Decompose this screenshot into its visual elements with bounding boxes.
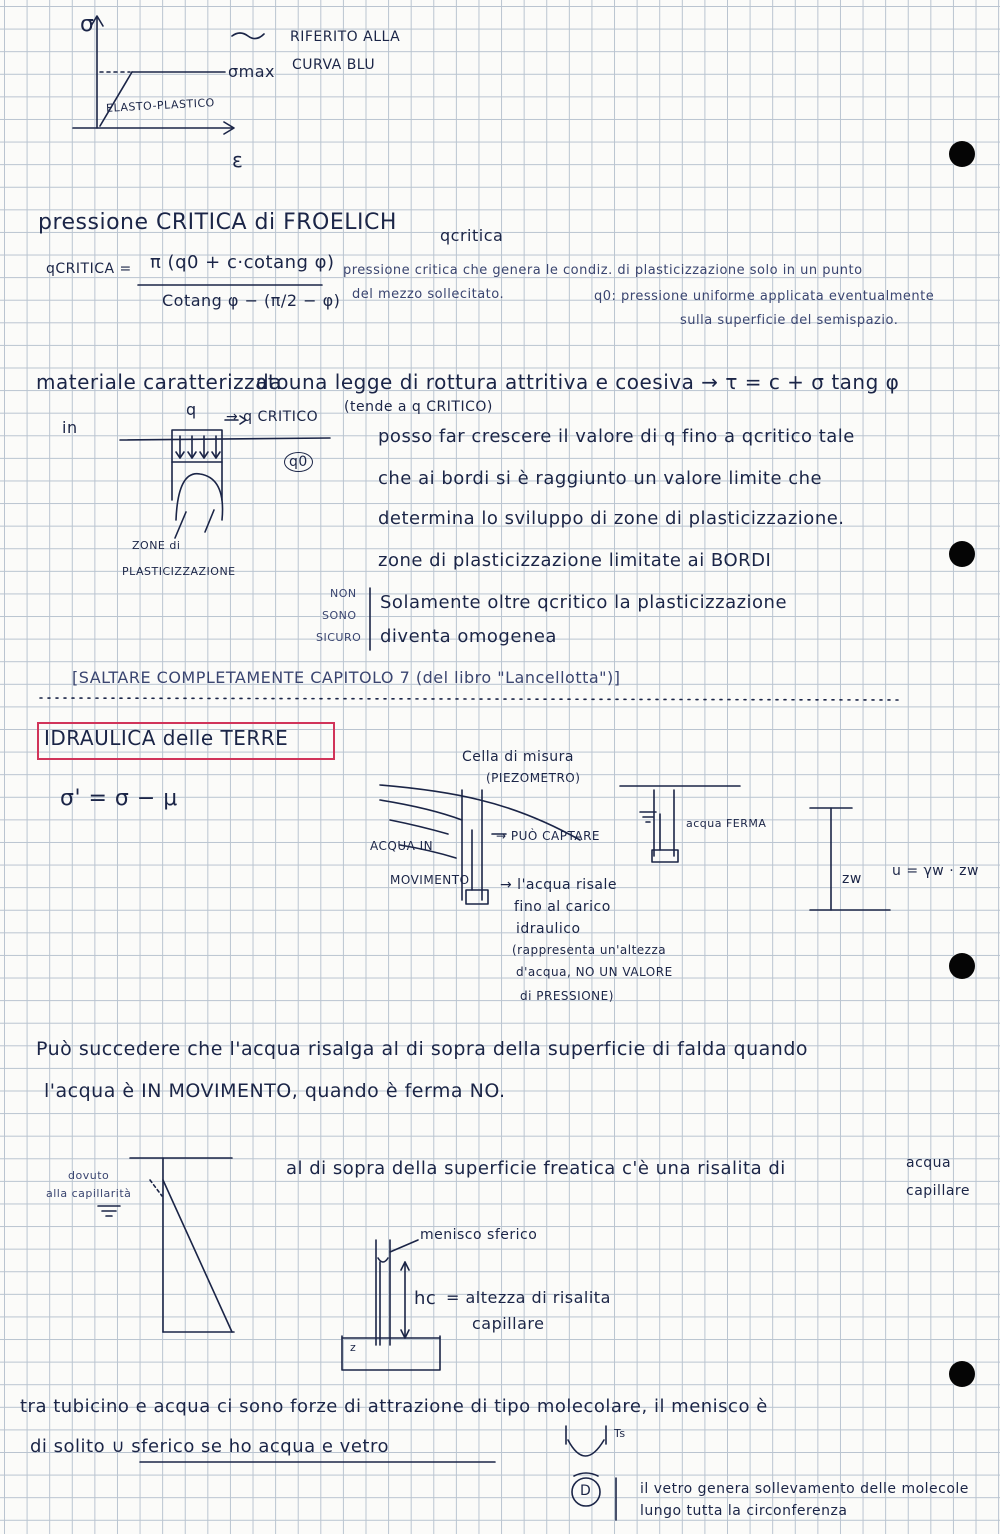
formula-denominator: Cotang φ − (π/2 − φ) (162, 291, 341, 310)
hc-description-1: = altezza di risalita (446, 1288, 611, 1307)
binder-hole-3 (949, 953, 975, 979)
material-line-1b: da una legge di rottura attritiva e coesiva → τ = c + σ tang φ (256, 370, 900, 394)
zw-label: zw (842, 871, 862, 887)
sigma-max-label: σmax (228, 62, 275, 81)
meniscus-label: menisco sferico (420, 1227, 538, 1243)
water-rises-2: fino al carico (514, 899, 611, 915)
material-text-6: diventa omogenea (380, 626, 557, 647)
foundation-sketch (120, 416, 330, 538)
froelich-note-1: pressione critica che genera le condiz. di plasticizzazione solo in un punto (343, 263, 863, 278)
piezometer-label-2: (PIEZOMETRO) (486, 771, 581, 785)
capillary-line-1a: al di sopra della superficie freatica c'è una risalita di (286, 1158, 786, 1179)
froelich-title: pressione CRITICA di FROELICH (38, 210, 397, 235)
reference-line-1: RIFERITO ALLA (290, 29, 401, 45)
water-rises-4: (rappresenta un'altezza (512, 943, 667, 957)
axis-sigma-label: σ (80, 12, 95, 37)
material-text-3: determina lo sviluppo di zone di plasticizzazione. (378, 508, 845, 529)
tends-to-q-critico: (tende a q CRITICO) (344, 399, 493, 415)
paragraph-line-1: Può succedere che l'acqua risalga al di sopra della superficie di falda quando (36, 1038, 809, 1060)
material-text-5: Solamente oltre qcritico la plasticizzazione (380, 592, 788, 613)
q-critico-arrow-label: → q CRITICO (226, 409, 319, 425)
glass-line-1: il vetro genera sollevamento delle molecole (640, 1481, 969, 1497)
tube-line-1: tra tubicino e acqua ci sono forze di attrazione di tipo molecolare, il menisco è (20, 1396, 768, 1417)
hc-description-2: capillare (472, 1314, 545, 1333)
water-rises-6: di PRESSIONE) (520, 989, 614, 1003)
glass-line-2: lungo tutta la circonferenza (640, 1503, 848, 1519)
water-rises-5: d'acqua, NO UN VALORE (516, 965, 673, 979)
paragraph-line-2: l'acqua è IN MOVIMENTO, quando è ferma NO. (44, 1080, 506, 1102)
q-critica-label: qcritica (440, 226, 504, 245)
capillary-pressure-sketch (98, 1158, 234, 1332)
reference-line-2: CURVA BLU (292, 57, 376, 73)
capillary-line-1b: acqua (906, 1155, 952, 1171)
zones-label-2: PLASTICIZZAZIONE (122, 565, 236, 578)
water-moving-1: ACQUA IN (370, 839, 434, 853)
pore-pressure-formula: u = γw · zw (892, 863, 979, 879)
not-sure-3: SICURO (316, 631, 362, 644)
hydraulics-title: IDRAULICA delle TERRE (44, 726, 289, 750)
water-rises-3: idraulico (516, 921, 581, 937)
zones-label-1: ZONE di (132, 539, 181, 552)
material-text-4: zone di plasticizzazione limitate ai BORDI (378, 550, 772, 571)
can-capture-label: → PUÒ CAPTARE (496, 829, 600, 843)
formula-lhs: qCRITICA = (46, 261, 132, 277)
binder-hole-2 (949, 541, 975, 567)
zw-depth-sketch (810, 808, 890, 910)
froelich-note-4: sulla superficie del semispazio. (680, 313, 899, 328)
q-label: q (186, 400, 197, 419)
capillary-line-1c: capillare (906, 1183, 970, 1199)
effective-stress-formula: σ' = σ − μ (60, 786, 178, 811)
elastic-plastic-label: ELASTO-PLASTICO (105, 96, 216, 115)
still-water-label: acqua FERMA (686, 817, 767, 830)
formula-numerator: π (q0 + c·cotang φ) (150, 252, 335, 273)
z-label: z (350, 1341, 357, 1354)
material-text-2: che ai bordi si è raggiunto un valore limite che (378, 468, 823, 489)
water-moving-2: MOVIMENTO (390, 873, 470, 887)
froelich-note-2: del mezzo sollecitato. (352, 287, 505, 302)
not-sure-1: NON (330, 587, 357, 600)
skip-chapter-note: [SALTARE COMPLETAMENTE CAPITOLO 7 (del libro "Lancellotta")] (72, 668, 621, 687)
piezometer-label-1: Cella di misura (462, 749, 574, 765)
in-label: in (62, 418, 78, 437)
q0-label: q0 (284, 452, 313, 472)
capillary-side-1: dovuto (68, 1169, 110, 1182)
axis-epsilon-label: ε (232, 148, 244, 172)
not-sure-2: SONO (322, 609, 357, 622)
binder-hole-4 (949, 1361, 975, 1387)
material-text-1: posso far crescere il valore di q fino a qcritico tale (378, 426, 855, 447)
hc-label: hc (414, 1288, 437, 1309)
capillary-side-2: alla capillarità (46, 1187, 132, 1200)
froelich-note-3: q0: pressione uniforme applicata eventualmente (594, 289, 935, 304)
tube-line-2: di solito ∪ sferico se ho acqua e vetro (30, 1436, 389, 1457)
binder-hole-1 (949, 141, 975, 167)
water-rises-1: → l'acqua risale (500, 877, 618, 893)
meniscus-diagram (566, 1426, 616, 1520)
material-line-1a: materiale caratterizzato (36, 370, 289, 394)
d-label: D (580, 1483, 592, 1499)
ts-label: Ts (614, 1427, 626, 1440)
